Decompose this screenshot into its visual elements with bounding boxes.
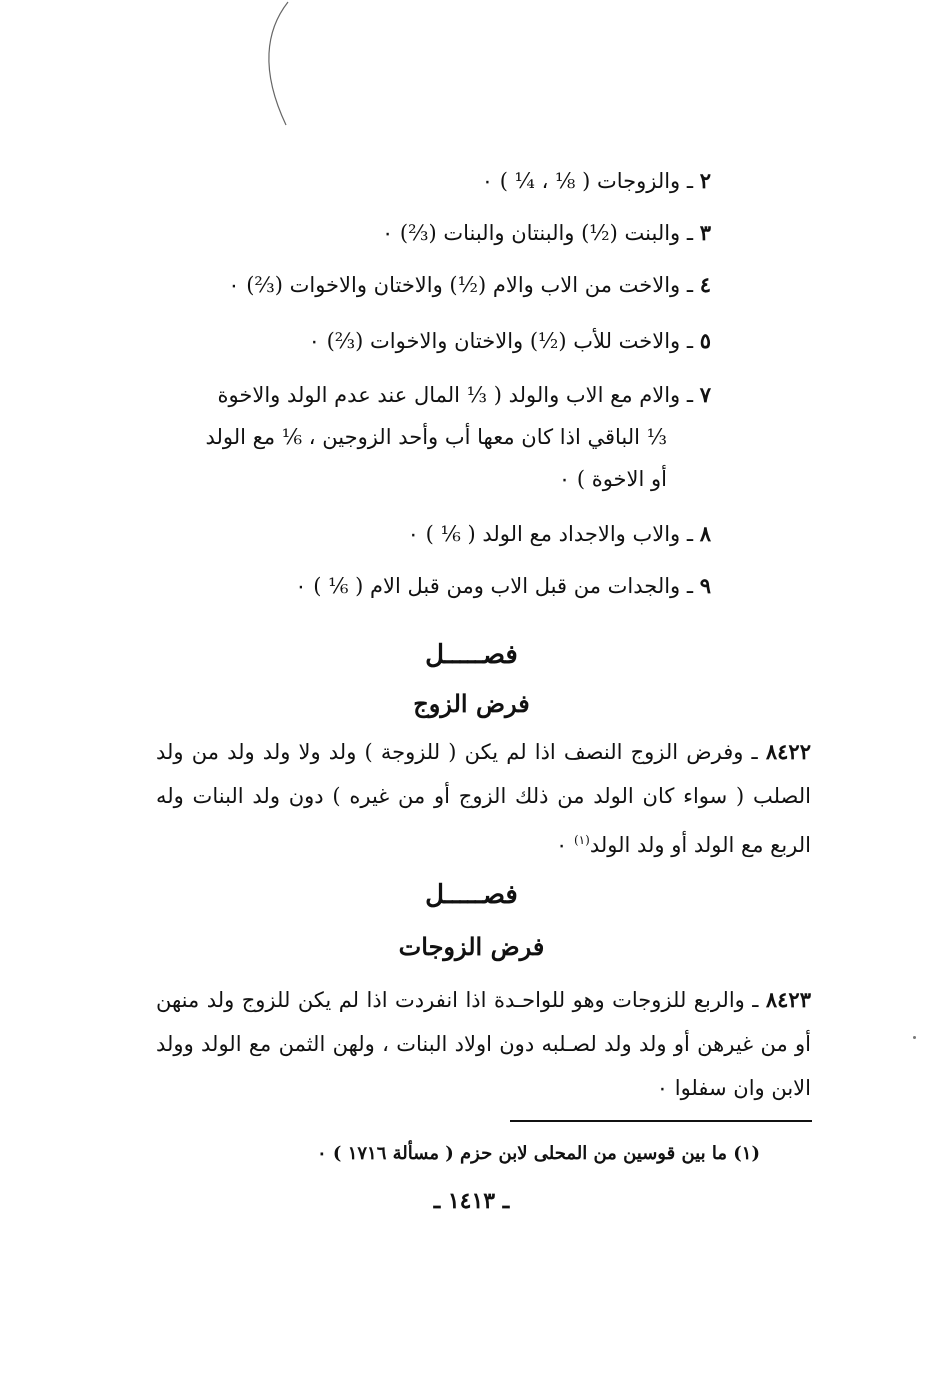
- list-item-8: [408, 508, 711, 560]
- list-item-4: [228, 259, 711, 311]
- paragraph-number: ٨٤٢٢: [765, 739, 811, 764]
- list-item-7: [171, 374, 711, 500]
- paragraph-end: ٠: [556, 833, 574, 857]
- section-title: فرض الزوجات: [398, 932, 545, 961]
- footnote: (١) ما بين قوسين من المحلى لابن حزم ( مسألة ١٧١٦ ) ٠: [316, 1143, 760, 1164]
- list-item-number: ٣: [699, 220, 711, 245]
- list-item-number: ٩: [699, 573, 711, 598]
- list-item-text: ـ والاب والاجداد مع الولد ( ⅙ ) ٠: [407, 522, 694, 546]
- list-item-5: [309, 315, 711, 367]
- footnote-rule: [510, 1120, 812, 1122]
- list-item-2: [482, 155, 711, 207]
- list-item-number: ٥: [699, 328, 711, 353]
- section-divider-heading: فصـــــل: [425, 640, 518, 670]
- list-item-text: ـ والبنت (½) والبنتان والبنات (⅔) ٠: [381, 221, 694, 245]
- list-item-text: ـ والاخت من الاب والام (½) والاختان والاخوات (⅔) ٠: [228, 273, 694, 297]
- paragraph-8423: [156, 978, 811, 1110]
- list-item-text: ـ والجدات من قبل الاب ومن قبل الام ( ⅙ ) ٠: [295, 574, 694, 598]
- list-item-text-line1: ـ والام مع الاب والولد ( ⅓ المال عند عدم الولد والاخوة: [217, 383, 694, 407]
- list-item-number: ٨: [699, 521, 711, 546]
- paragraph-text: ـ وفرض الزوج النصف اذا لم يكن ( للزوجة ) ولد ولا ولد ولد من ولد الصلب ( سواء كان الولد من ذلك الزوج أو من غيره ) دون ولد البنات وله الربع مع الولد أو ولد الولد: [156, 740, 811, 857]
- list-item-3: [382, 207, 711, 259]
- list-item-number: ٤: [699, 272, 711, 297]
- paragraph-text: ـ والربع للزوجات وهو للواحـدة اذا انفردت اذا لم يكن للزوج ولد منهن أو من غيرهن أو ولد ولد لصـلبه دون اولاد البنات ، ولهن الثمن مع الولد وولد الابن وان سفلوا ٠: [156, 988, 811, 1100]
- page-number: ـ ١٤١٣ ـ: [433, 1188, 510, 1214]
- list-item-text-line2: ⅓ الباقي اذا كان معها أب وأحد الزوجين ، ⅙ مع الولد: [205, 425, 667, 449]
- scan-speck: [913, 1036, 916, 1039]
- scan-arc-mark: [258, 0, 318, 130]
- paragraph-number: ٨٤٢٣: [765, 987, 811, 1012]
- section-divider-heading: فصـــــل: [425, 880, 518, 910]
- list-item-text: ـ والاخت للأب (½) والاختان والاخوات (⅔) ٠: [308, 329, 694, 353]
- paragraph-8422: [156, 730, 811, 867]
- footnote-reference: (١): [573, 833, 590, 847]
- list-item-text-line3: أو الاخوة ) ٠: [558, 467, 667, 491]
- list-item-text: ـ والزوجات ( ⅛ ، ¼ ) ٠: [481, 169, 694, 193]
- list-item-number: ٢: [699, 168, 711, 193]
- list-item-9: [295, 560, 711, 612]
- section-title: فرض الزوج: [413, 689, 530, 718]
- list-item-number: ٧: [699, 382, 711, 407]
